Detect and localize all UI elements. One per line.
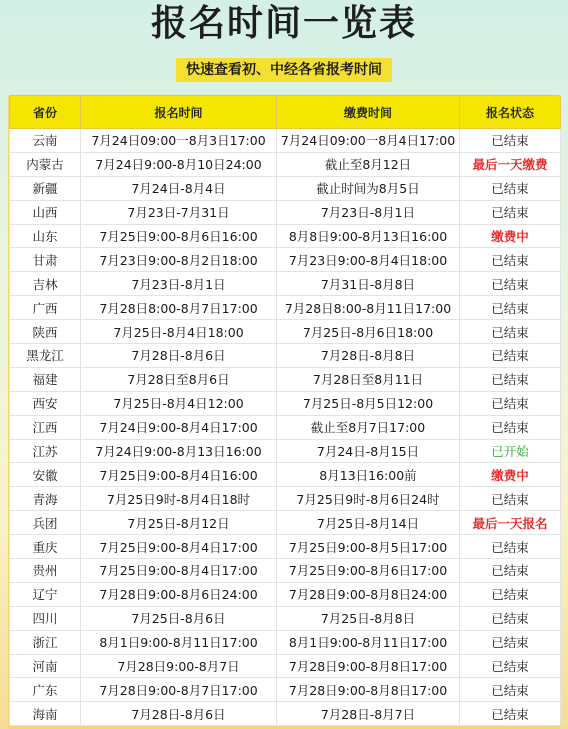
table-row: [10, 200, 561, 224]
payment-time-cell: 7月24日-8月15日: [277, 439, 460, 463]
payment-time-cell: 7月25日9:00-8月6日17:00: [277, 559, 460, 583]
payment-time-cell: 7月24日09:00一8月4日17:00: [277, 129, 460, 153]
table-row: [10, 272, 561, 296]
table-row: [10, 248, 561, 272]
registration-time-cell: 7月28日9:00-8月7日17:00: [81, 678, 277, 702]
province-cell: 陕西: [10, 320, 81, 344]
status-cell: 已结束: [460, 272, 561, 296]
status-cell: 已结束: [460, 391, 561, 415]
payment-time-cell: 7月31日-8月8日: [277, 272, 460, 296]
payment-time-cell: 截止至8月12日: [277, 152, 460, 176]
province-cell: 福建: [10, 367, 81, 391]
status-cell: 缴费中: [460, 224, 561, 248]
status-cell: 已结束: [460, 582, 561, 606]
payment-time-cell: 截止时间为8月5日: [277, 176, 460, 200]
table-header-row: [10, 96, 561, 129]
payment-time-cell: 7月28日-8月8日: [277, 344, 460, 368]
subtitle: 快速查看初、中经各省报考时间: [176, 58, 392, 82]
province-cell: 安徽: [10, 463, 81, 487]
header-province: 省份: [10, 96, 81, 129]
status-cell: 已结束: [460, 248, 561, 272]
header-status: 报名状态: [460, 96, 561, 129]
status-cell: 已结束: [460, 630, 561, 654]
registration-time-cell: 7月25日-8月6日: [81, 606, 277, 630]
status-cell: 已结束: [460, 129, 561, 153]
registration-time-cell: 7月24日9:00-8月4日17:00: [81, 415, 277, 439]
status-cell: 已结束: [460, 200, 561, 224]
table-row: [10, 415, 561, 439]
registration-time-cell: 8月1日9:00-8月11日17:00: [81, 630, 277, 654]
province-cell: 辽宁: [10, 582, 81, 606]
registration-time-cell: 7月28日8:00-8月7日17:00: [81, 296, 277, 320]
payment-time-cell: 7月28日-8月7日: [277, 702, 460, 726]
status-cell: 已结束: [460, 320, 561, 344]
payment-time-cell: 截止至8月7日17:00: [277, 415, 460, 439]
registration-time-cell: 7月23日9:00-8月2日18:00: [81, 248, 277, 272]
table-row: [10, 511, 561, 535]
table-row: [10, 535, 561, 559]
schedule-table-card: [8, 95, 561, 729]
province-cell: 云南: [10, 129, 81, 153]
status-cell: 已结束: [460, 487, 561, 511]
registration-time-cell: 7月24日-8月4日: [81, 176, 277, 200]
table-row: [10, 296, 561, 320]
province-cell: 甘肃: [10, 248, 81, 272]
table-row: [10, 439, 561, 463]
table-row: [10, 463, 561, 487]
table-row: [10, 582, 561, 606]
payment-time-cell: 7月25日-8月14日: [277, 511, 460, 535]
registration-time-cell: 7月28日至8月6日: [81, 367, 277, 391]
table-row: [10, 367, 561, 391]
payment-time-cell: 7月25日-8月6日18:00: [277, 320, 460, 344]
status-cell: 已结束: [460, 344, 561, 368]
status-cell: 最后一天缴费: [460, 152, 561, 176]
registration-time-cell: 7月24日9:00-8月10日24:00: [81, 152, 277, 176]
payment-time-cell: 7月23日9:00-8月4日18:00: [277, 248, 460, 272]
payment-time-cell: 7月23日-8月1日: [277, 200, 460, 224]
status-cell: 已结束: [460, 678, 561, 702]
province-cell: 山东: [10, 224, 81, 248]
registration-time-cell: 7月24日09:00一8月3日17:00: [81, 129, 277, 153]
payment-time-cell: 7月25日-8月5日12:00: [277, 391, 460, 415]
page-title: 报名时间一览表: [150, 3, 417, 44]
province-cell: 青海: [10, 487, 81, 511]
table-body: [10, 129, 561, 726]
province-cell: 黑龙江: [10, 344, 81, 368]
registration-time-cell: 7月25日9时-8月4日18时: [81, 487, 277, 511]
table-row: [10, 320, 561, 344]
status-cell: 已结束: [460, 296, 561, 320]
province-cell: 浙江: [10, 630, 81, 654]
registration-time-cell: 7月25日9:00-8月4日16:00: [81, 463, 277, 487]
province-cell: 内蒙古: [10, 152, 81, 176]
status-cell: 已开始: [460, 439, 561, 463]
table-row: [10, 678, 561, 702]
payment-time-cell: 7月28日9:00-8月8日24:00: [277, 582, 460, 606]
status-cell: 缴费中: [460, 463, 561, 487]
province-cell: 海南: [10, 702, 81, 726]
table-row: [10, 630, 561, 654]
status-cell: 已结束: [460, 176, 561, 200]
table-row: [10, 487, 561, 511]
status-cell: 已结束: [460, 654, 561, 678]
subtitle-banner: [0, 58, 568, 82]
payment-time-cell: 7月28日至8月11日: [277, 367, 460, 391]
payment-time-cell: 7月28日8:00-8月11日17:00: [277, 296, 460, 320]
status-cell: 已结束: [460, 367, 561, 391]
registration-time-cell: 7月23日-7月31日: [81, 200, 277, 224]
registration-time-cell: 7月25日-8月12日: [81, 511, 277, 535]
province-cell: 吉林: [10, 272, 81, 296]
registration-time-cell: 7月28日-8月6日: [81, 702, 277, 726]
status-cell: 已结束: [460, 559, 561, 583]
province-cell: 兵团: [10, 511, 81, 535]
province-cell: 四川: [10, 606, 81, 630]
payment-time-cell: 7月25日9:00-8月5日17:00: [277, 535, 460, 559]
registration-time-cell: 7月25日9:00-8月4日17:00: [81, 535, 277, 559]
province-cell: 贵州: [10, 559, 81, 583]
registration-time-cell: 7月25日-8月4日18:00: [81, 320, 277, 344]
table-row: [10, 152, 561, 176]
province-cell: 江苏: [10, 439, 81, 463]
status-cell: 已结束: [460, 606, 561, 630]
payment-time-cell: 7月25日9时-8月6日24时: [277, 487, 460, 511]
province-cell: 山西: [10, 200, 81, 224]
header-registration-time: 报名时间: [81, 96, 277, 129]
header-payment-time: 缴费时间: [277, 96, 460, 129]
province-cell: 江西: [10, 415, 81, 439]
schedule-table: [9, 95, 561, 726]
registration-time-cell: 7月25日9:00-8月6日16:00: [81, 224, 277, 248]
province-cell: 西安: [10, 391, 81, 415]
province-cell: 新疆: [10, 176, 81, 200]
table-row: [10, 702, 561, 726]
status-cell: 已结束: [460, 535, 561, 559]
registration-time-cell: 7月28日9:00-8月6日24:00: [81, 582, 277, 606]
registration-time-cell: 7月23日-8月1日: [81, 272, 277, 296]
payment-time-cell: 7月28日9:00-8月8日17:00: [277, 654, 460, 678]
table-row: [10, 606, 561, 630]
table-row: [10, 129, 561, 153]
registration-time-cell: 7月25日-8月4日12:00: [81, 391, 277, 415]
payment-time-cell: 7月25日-8月8日: [277, 606, 460, 630]
table-row: [10, 559, 561, 583]
payment-time-cell: 7月28日9:00-8月8日17:00: [277, 678, 460, 702]
status-cell: 最后一天报名: [460, 511, 561, 535]
table-row: [10, 654, 561, 678]
payment-time-cell: 8月13日16:00前: [277, 463, 460, 487]
registration-time-cell: 7月24日9:00-8月13日16:00: [81, 439, 277, 463]
registration-time-cell: 7月28日-8月6日: [81, 344, 277, 368]
province-cell: 重庆: [10, 535, 81, 559]
registration-time-cell: 7月25日9:00-8月4日17:00: [81, 559, 277, 583]
payment-time-cell: 8月8日9:00-8月13日16:00: [277, 224, 460, 248]
province-cell: 广西: [10, 296, 81, 320]
table-row: [10, 176, 561, 200]
payment-time-cell: 8月1日9:00-8月11日17:00: [277, 630, 460, 654]
registration-time-cell: 7月28日9:00-8月7日: [81, 654, 277, 678]
province-cell: 广东: [10, 678, 81, 702]
status-cell: 已结束: [460, 415, 561, 439]
status-cell: 已结束: [460, 702, 561, 726]
table-row: [10, 224, 561, 248]
table-row: [10, 344, 561, 368]
table-row: [10, 391, 561, 415]
province-cell: 河南: [10, 654, 81, 678]
